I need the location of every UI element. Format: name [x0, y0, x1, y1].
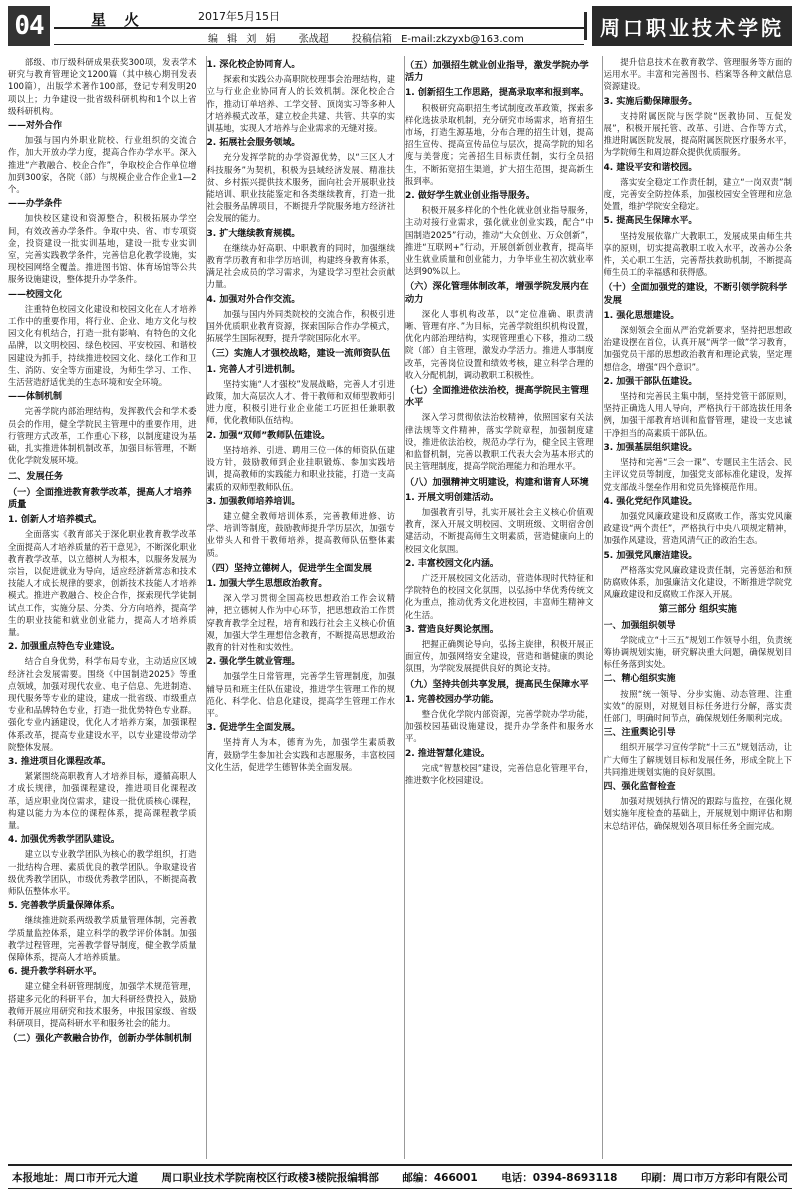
column-divider: [404, 56, 405, 1159]
subheading: 1. 强化思想建设。: [603, 310, 680, 321]
page-header: [8, 6, 792, 46]
footer-postcode: 邮编：466001: [402, 1171, 478, 1184]
section-heading: （二）强化产教融合协作，创新办学体制机制: [8, 1033, 192, 1045]
column-3: [405, 56, 594, 1159]
paragraph: 部级、市厅级科研成果获奖300项，发表学术研究与教育管理论文1200篇（其中核心期刊发表100篇），出版学术著作100部，登记专利发明20项以上；力争建设一批省级科研机构和1个以上省级科研机构。: [8, 57, 197, 116]
subheading: 5. 完善教学质量保障体系。: [8, 901, 120, 912]
paragraph: 坚持培养、引进、聘用三位一体的师资队伍建设方针，鼓励教师到企业挂职锻炼、参加实践培训，提高教师的实践能力和职业技能，打造一支高素质的双师型教师队伍。: [206, 444, 395, 492]
subheading: 3. 加强基层组织建设。: [603, 442, 698, 453]
section-heading: （六）深化管理体制改革，增强学院发展内在动力: [405, 281, 589, 305]
section-heading: （五）加强招生就业创业指导，激发学院办学活力: [405, 60, 589, 84]
subheading: 三、注重舆论引导: [603, 728, 676, 739]
paragraph: 继续推进院系两级教学质量管理体制，完善教学质量监控体系，建立科学的教学评价体制。加强教学过程管理，完善教学督导制度，健全教学质量保障体系，提高人才培养质量。: [8, 915, 197, 963]
subheading: 2. 加强重点特色专业建设。: [8, 642, 120, 653]
section-heading: （一）全面推进教育教学改革，提高人才培养质量: [8, 486, 192, 510]
paragraph: 加强与国内外职业院校、行业组织的交流合作，加大开放办学力度，提高合作办学水平。深入推进“产教融合、校企合作”，争取校企合作单位增加到300家，各院（部）与规模企业合作企业1—2个。: [8, 135, 197, 195]
paragraph: 结合自身优势，科学布局专业，主动适应区域经济社会发展需要。围绕《中国制造2025》等重点领域，加强对现代农业、电子信息、先进制造、现代服务等专业的建设，建成一批省级、市级重点专业和品牌特色专业，打造一批优势特色专业群。强化专业内涵建设，优化人才培养方案，加强课程体系改革，提高专业建设水平，以专业建设带动学院整体发展。: [8, 656, 197, 752]
page-number: 04: [8, 6, 50, 46]
article-columns: [8, 56, 792, 1159]
paragraph: 紧紧围绕高职教育人才培养目标，遵循高职人才成长规律，加强课程建设，推进项目化课程改革，适应职业岗位需求，建设一批优质核心课程，构建以能力为本位的课程体系，提高课程教学质量。: [8, 771, 197, 830]
paragraph: 组织开展学习宣传学院“十三五”规划活动，让广大师生了解规划目标和发展任务，形成全院上下共同推进规划实施的良好氛围。: [603, 742, 792, 777]
paragraph: 建立健全教师培训体系，完善教师进修、访学、培训等制度，鼓励教师提升学历层次，加强专业带头人和骨干教师培养，提高教师队伍整体素质。: [206, 510, 395, 558]
paragraph: 加快校区建设和资源整合，积极拓展办学空间，有效改善办学条件。争取中央、省、市专项资金，投资建设一批实训基地，建设一批专业实训室，完善实践教学条件，完善信息化教学设施，实现校园网络全覆盖。推进图书馆、体育场馆等公共服务设施建设，整体提升办学条件。: [8, 213, 197, 285]
page-footer: [8, 1164, 792, 1189]
subheading: 1. 创新人才培养模式。: [8, 515, 102, 526]
paragraph: 深化人事机构改革，以“定位准确、职责清晰、管理有序、”为目标，完善学院组织机构设置，优化内部治理结构，实现管理重心下移，推动二级院（部）自主管理，激发办学活力。推进人事制度改革，完善岗位设置和绩效考核，建立科学合理的收入分配机制，调动教职工积极性。: [405, 308, 594, 380]
paragraph: 加强对规划执行情况的跟踪与监控，在强化规划实施年度检查的基础上，开展规划中期评估和期末总结评估，确保规划各项目标任务全面完成。: [603, 796, 792, 831]
paragraph: 深刻领会全面从严治党新要求，坚持把思想政治建设摆在首位，认真开展“两学一做”学习教育，加强党员干部的思想政治教育和理论武装，坚定理想信念，增强“四个意识”。: [603, 325, 792, 372]
subheading: 2. 推进智慧化建设。: [405, 748, 490, 759]
editor-name: 张战超: [298, 34, 329, 45]
subheading: 4. 强化党纪作风建设。: [603, 496, 698, 507]
section-heading: （十）全面加强党的建设，不断引领学院科学发展: [603, 282, 788, 306]
paragraph: 建立以专业教学团队为核心的教学组织，打造一批结构合理、素质优良的教学团队。争取建设省级优秀教学团队，市级优秀教学团队，不断提高教师队伍整体水平。: [8, 849, 197, 896]
paragraph: 坚持育人为本，德育为先，加强学生素质教育，鼓励学生参加社会实践和志愿服务，丰富校园文化生活，促进学生德智体美全面发展。: [206, 737, 395, 772]
subheading: 1. 深化校企协同育人。: [206, 60, 301, 70]
part-heading: 第三部分 组织实施: [658, 604, 737, 616]
subheading: 2. 做好学生就业创业指导服务。: [405, 191, 535, 202]
editor-label: 编 辑 刘 娟: [208, 34, 276, 45]
paragraph: 坚持和完善“三会一课”、专题民主生活会、民主评议党员等制度，加强党支部标准化建设，发挥党支部战斗堡垒作用和党员先锋模范作用。: [603, 457, 792, 492]
subheading: 2. 加强“双师”教师队伍建设。: [206, 430, 331, 441]
issue-date: 2017年5月15日: [198, 10, 280, 23]
footer-address: 本报地址：周口市开元大道: [12, 1171, 138, 1184]
paragraph: 完善学院内部治理结构，发挥教代会和学术委员会的作用，健全学院民主管理中的重要作用，进行管理方式改革，工作重心下移，以制度建设为基础，扎实推进体制机制改革，加强目标管理，不断优化学院发展环境。: [8, 406, 197, 466]
section-heading: （八）加强精神文明建设，构建和谐育人环境: [405, 476, 589, 488]
paragraph: 严格落实党风廉政建设责任制，完善惩治和预防腐败体系，加强廉洁文化建设，不断推进学院党风廉政建设和反腐败工作深入开展。: [603, 564, 792, 600]
subheading: 5. 加强党风廉洁建设。: [603, 550, 698, 561]
header-rule: [54, 27, 584, 29]
paragraph: 坚持发展依靠广大教职工，发展成果由师生共享的原则，切实提高教职工收入水平，改善办公条件，关心职工生活，完善帮扶救助机制，不断提高师生员工的幸福感和获得感。: [603, 230, 792, 278]
paragraph: 注重特色校园文化建设和校园文化在人才培养工作中的重要作用，将行业、企业、地方文化与校园文化有机结合，打造一批有影响、有特色的文化品牌，以文明校园、绿色校园、平安校园、和谐校园建设为抓手，持续推进校园文化、绿化工作和卫生、消防、安全等方面建设，为师生学习、工作、生活营造舒适优美的生态环境和安全环境。: [8, 303, 197, 388]
subheading: 3. 加强教师培养培训。: [206, 496, 301, 507]
paragraph: 加强教育引导，扎实开展社会主义核心价值观教育，深入开展文明校园、文明班级、文明宿舍创建活动，不断提高师生文明素质，营造健康向上的校园文化氛围。: [405, 506, 594, 554]
paragraph: 坚持和完善民主集中制，坚持党管干部原则，坚持正确选人用人导向，严格执行干部选拔任用条例，加强干部教育培训和监督管理，建设一支忠诚干净担当的高素质干部队伍。: [603, 391, 792, 438]
paragraph: 完成“智慧校园”建设，完善信息化管理平台，推进数字化校园建设。: [405, 762, 594, 785]
paragraph: 充分发挥学院的办学资源优势，以“三区人才科技服务”为契机，积极为县域经济发展、精准扶贫、乡村振兴提供技术服务，面向社会开展职业技能培训、职业技能鉴定和各类继续教育，打造一批社会服务品牌项目，不断提升学院服务地方经济社会发展的能力。: [206, 152, 395, 224]
paragraph: 加强与国内外同类院校的交流合作，积极引进国外优质职业教育资源，探索国际合作办学模式，拓展学生国际视野，提升学院国际化水平。: [206, 308, 395, 344]
subheading: 4. 加强对外合作交流。: [206, 294, 301, 305]
section-heading: （七）全面推进依法治校，提高学院民主管理水平: [405, 385, 589, 409]
paragraph: 广泛开展校园文化活动，营造体现时代特征和学院特色的校园文化氛围，以弘扬中华优秀传统文化为重点，推动优秀文化进校园，丰富师生精神文化生活。: [405, 572, 594, 620]
footer-printer: 印刷：周口市万方彩印有限公司: [640, 1171, 788, 1184]
column-divider: [602, 56, 603, 1159]
subheading: 四、强化监督检查: [603, 781, 676, 792]
paragraph: 加强学生日常管理，完善学生管理制度，加强辅导员和班主任队伍建设，推进学生管理工作的规范化、科学化、信息化建设，提高学生管理工作水平。: [206, 671, 395, 718]
column-name: 星火: [90, 11, 157, 29]
subheading: 3. 推进项目化课程改革。: [8, 756, 111, 767]
subheading: 一、加强组织领导: [603, 620, 676, 631]
subheading: 3. 营造良好舆论氛围。: [405, 624, 499, 635]
subheading: 6. 提升教学科研水平。: [8, 967, 102, 978]
paragraph: 提升信息技术在教育教学、管理服务等方面的运用水平。丰富和完善图书、档案等各种文献信息资源建设。: [603, 57, 792, 92]
paragraph: 整合优化学院内部资源，完善学院办学功能，加强校园基础设施建设，提升办学条件和服务水平。: [405, 708, 594, 744]
column-1: [8, 56, 197, 1159]
subheading: 1. 开展文明创建活动。: [405, 492, 499, 503]
paragraph: 积极开展多样化的个性化就业创业指导服务，主动对接行业需求，强化就业创业实践，配合“中国制造2025”行动，推动“大众创业、万众创新”，推进“互联网+”行动，开展创新创业教育，提高毕业生就业质量和创业能力，力争毕业生初次就业率达到90%以上。: [405, 205, 594, 277]
paragraph: 全面落实《教育部关于深化职业教育教学改革全面提高人才培养质量的若干意见》，不断深化职业教育教学改革，以立德树人为根本，以服务发展为宗旨，以促进就业为导向，适应经济新常态和技术技能人才成长规律的要求，创新技术技能人才培养模式。推进产教融合、校企合作，探索现代学徒制试点工作，实施分层、分类、分方向培养，提高学生的职业技能和就业创业能力，提高人才培养质量。: [8, 529, 197, 637]
paragraph: 加强党风廉政建设和反腐败工作，落实党风廉政建设“两个责任”，严格执行中央八项规定精神，加强作风建设，营造风清气正的政治生态。: [603, 510, 792, 546]
paragraph: 按照“统一领导、分步实施、动态管理、注重实效”的原则，对规划目标任务进行分解，落实责任部门，明确时间节点，确保规划任务顺利完成。: [603, 688, 792, 723]
paragraph: 落实安全稳定工作责任制，建立“一岗双责”制度，完善安全防控体系，加强校园安全管理和应急处置，维护学院安全稳定。: [603, 176, 792, 212]
paragraph: 深入学习贯彻依法治校精神，依照国家有关法律法规等文件精神，落实学院章程，加强制度建设，推进依法治校，规范办学行为，健全民主管理和监督机制，完善以教职工代表大会为基本形式的民主管理制度，提高学院治理能力和治理水平。: [405, 412, 594, 472]
subheading: ——办学条件: [8, 199, 63, 210]
footer-publisher: 周口职业技术学院南校区行政楼3楼院报编辑部: [161, 1171, 379, 1184]
subheading: 1. 创新招生工作思路，提高录取率和报到率。: [405, 88, 589, 99]
paragraph: 探索和实践公办高职院校理事会治理结构，建立与行业企业协同育人的长效机制。深化校企合作，推动订单培养、工学交替、顶岗实习等多种人才培养模式改革，建立校企共建、共管、共享的实训基地，实现人才培养与企业需求的无缝对接。: [206, 74, 395, 134]
subheading: ——校园文化: [8, 289, 63, 300]
subheading: 2. 加强干部队伍建设。: [603, 376, 698, 387]
column-2: [207, 56, 396, 1159]
subheading: 2. 拓展社会服务领域。: [206, 138, 301, 149]
subheading: 3. 促进学生全面发展。: [206, 723, 301, 734]
staff-line: [208, 30, 538, 45]
contact-email: 投稿信箱 E-mail:zkzyxb@163.com: [351, 34, 524, 45]
subheading: 1. 完善人才引进机制。: [206, 364, 301, 375]
subheading: 5. 提高民生保障水平。: [603, 216, 698, 227]
section-heading: （三）实施人才强校战略，建设一流师资队伍: [206, 348, 391, 360]
footer-phone: 电话：0394-8693118: [501, 1171, 618, 1184]
school-name-banner: 周口职业技术学院: [584, 6, 792, 46]
subheading: 2. 丰富校园文化内涵。: [405, 558, 499, 569]
section-heading: （四）坚持立德树人，促进学生全面发展: [206, 562, 372, 574]
subheading: 2. 强化学生就业管理。: [206, 657, 301, 668]
paragraph: 支持附属医院与医学院“医教协同、互促发展”，积极开展托管、改革、引进、合作等方式，推进附属医院发展，提高附属医院医疗服务水平，为学院师生和周边群众提供优质服务。: [603, 110, 792, 158]
subheading: ——对外合作: [8, 121, 63, 132]
subheading: 4. 加强优秀教学团队建设。: [8, 835, 120, 846]
subheading: 1. 完善校园办学功能。: [405, 694, 499, 705]
subheading: 3. 扩大继续教育规模。: [206, 228, 301, 239]
section-heading: （九）坚持共创共享发展，提高民生保障水平: [405, 678, 589, 690]
paragraph: 积极研究高职招生考试制度改革政策，探索多样化选拔录取机制，充分研究市场需求，培育招生市场，打造生源基地，分布合理的招生计划，提高招生宣传、提高宣传品位与层次，提高学院的知名度与美誉度；完善招生目标责任制，实行全员招生，不断拓宽招生渠道，扩大招生范围，提高新生报到率。: [405, 102, 594, 186]
paragraph: 建立健全科研管理制度，加强学术规范管理，搭建多元化的科研平台，加大科研经费投入，鼓励教师开展应用研究和技术服务，申报国家级、省级科研项目，提高科研水平和服务社会的能力。: [8, 981, 197, 1029]
paragraph: 把握正确舆论导向，弘扬主旋律，积极开展正面宣传，加强网络安全建设，营造和谐健康的舆论氛围，为学院发展提供良好的舆论支持。: [405, 638, 594, 674]
column-divider: [206, 56, 207, 1159]
subheading: ——体制机制: [8, 392, 63, 403]
paragraph: 学院成立“十三五”规划工作领导小组，负责统筹协调规划实施，研究解决重大问题，确保规划目标任务落到实处。: [603, 634, 792, 670]
subheading: 1. 加强大学生思想政治教育。: [206, 578, 328, 589]
section-heading: 二、发展任务: [8, 470, 64, 482]
header-subrule: [54, 44, 584, 45]
paragraph: 在继续办好高职、中职教育的同时，加强继续教育学历教育和非学历培训，构建终身教育体系，满足社会成员的学习需求，为建设学习型社会贡献力量。: [206, 242, 395, 290]
column-4: [604, 56, 793, 1159]
subheading: 二、精心组织实施: [603, 674, 676, 685]
subheading: 4. 建设平安和谐校园。: [603, 162, 698, 173]
subheading: 3. 实施后勤保障服务。: [603, 96, 698, 107]
paragraph: 坚持实施“人才强校”发展战略，完善人才引进政策，加大高层次人才、骨干教师和双师型教师引进力度，积极引进行业企业能工巧匠担任兼职教师，优化教师队伍结构。: [206, 378, 395, 426]
paragraph: 深入学习贯彻全国高校思想政治工作会议精神，把立德树人作为中心环节，把思想政治工作贯穿教育教学全过程，培育和践行社会主义核心价值观，加强大学生理想信念教育，不断提高思想政治教育的针对性和实效性。: [206, 593, 395, 652]
